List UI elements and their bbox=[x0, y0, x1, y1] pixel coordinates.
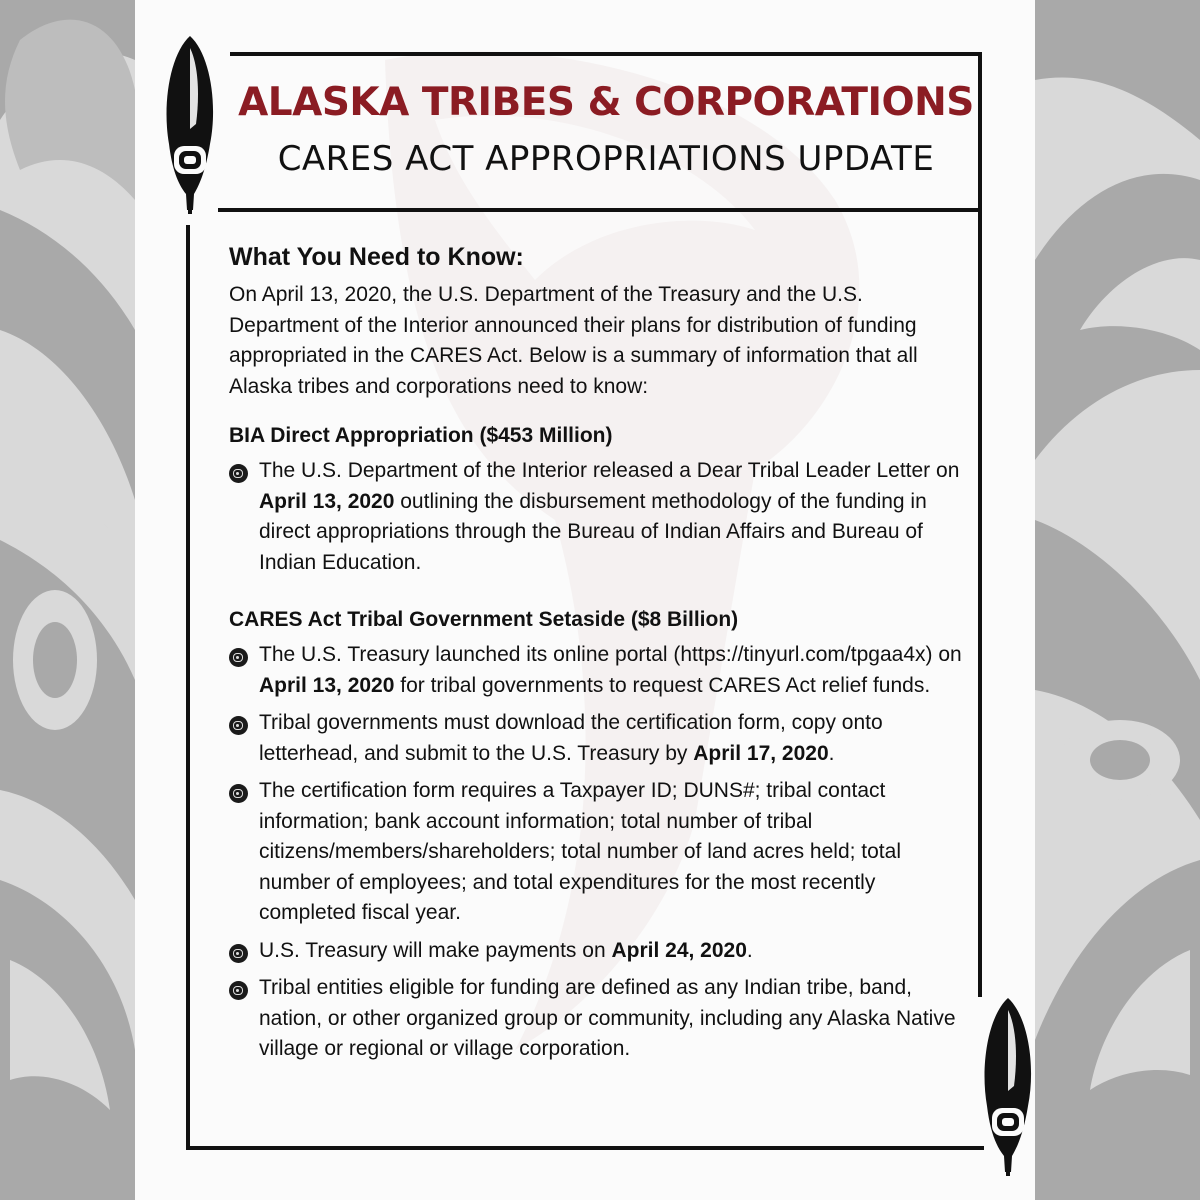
list-item: The certification form requires a Taxpayer ID; DUNS#; tribal contact information; bank account information; total number of tribal citizens/members/shareholders; total number of land acres held; total number of employees; and total expenditures for the most recently completed fiscal year. bbox=[229, 776, 974, 929]
frame-left-border bbox=[186, 225, 190, 1150]
header-divider bbox=[218, 208, 982, 212]
list-item: U.S. Treasury will make payments on April 24, 2020. bbox=[229, 936, 974, 967]
page-title: ALASKA TRIBES & CORPORATIONS bbox=[238, 80, 974, 125]
cares-bullet-list bbox=[229, 640, 974, 1065]
formline-face-icon bbox=[229, 944, 248, 963]
frame-top-border bbox=[230, 52, 982, 56]
section-heading-bia: BIA Direct Appropriation ($453 Million) bbox=[229, 424, 613, 447]
bia-bullet-list bbox=[229, 456, 974, 578]
formline-face-icon bbox=[229, 981, 248, 1000]
frame-bottom-border bbox=[186, 1146, 984, 1150]
formline-feather-icon-bottom bbox=[978, 996, 1038, 1178]
intro-heading: What You Need to Know: bbox=[229, 243, 524, 271]
list-item: Tribal governments must download the certification form, copy onto letterhead, and submit to the U.S. Treasury by April 17, 2020. bbox=[229, 708, 974, 769]
page-subtitle: CARES ACT APPROPRIATIONS UPDATE bbox=[277, 139, 935, 179]
list-item: The U.S. Department of the Interior released a Dear Tribal Leader Letter on April 13, 2020 outlining the disbursement methodology of the funding in direct appropriations through the Bureau of Indian Affairs and Bureau of Indian Education. bbox=[229, 456, 974, 578]
section-heading-cares: CARES Act Tribal Government Setaside ($8 Billion) bbox=[229, 608, 739, 631]
formline-face-icon bbox=[229, 464, 248, 483]
list-item: Tribal entities eligible for funding are defined as any Indian tribe, band, nation, or other organized group or community, including any Alaska Native village or regional or village corporation. bbox=[229, 973, 974, 1065]
formline-feather-icon bbox=[160, 34, 220, 216]
frame-right-border bbox=[978, 52, 982, 997]
list-item: The U.S. Treasury launched its online portal (https://tinyurl.com/tpgaa4x) on April 13, 2020 for tribal governments to request CARES Act relief funds. bbox=[229, 640, 974, 701]
formline-face-icon bbox=[229, 784, 248, 803]
intro-text: On April 13, 2020, the U.S. Department of the Treasury and the U.S. Department of the Interior announced their plans for distribution of funding appropriated in the CARES Act. Below is a summary of information that all Alaska tribes and corporations need to know: bbox=[229, 283, 918, 398]
main-content bbox=[229, 238, 974, 1072]
formline-face-icon bbox=[229, 716, 248, 735]
formline-face-icon bbox=[229, 648, 248, 667]
